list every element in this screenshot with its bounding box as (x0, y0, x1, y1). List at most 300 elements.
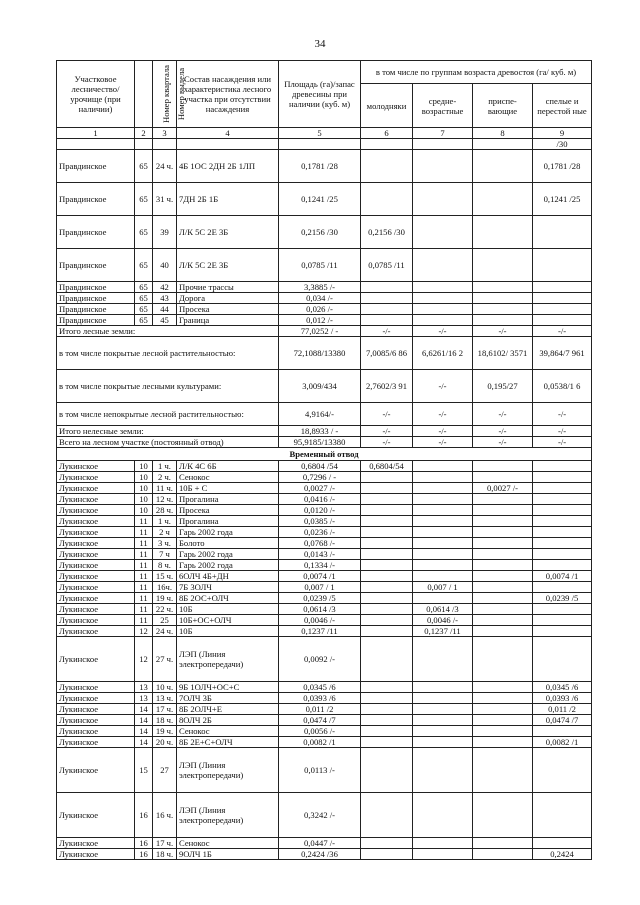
cell-4: Прогалина (177, 516, 279, 527)
cell-3: 3 ч. (153, 538, 177, 549)
cell-8 (473, 849, 533, 860)
cell-9: 0,0474 /7 (533, 715, 592, 726)
table-row (57, 582, 592, 593)
cell-5: 0,0239 /5 (279, 593, 361, 604)
column-numbers-row (57, 128, 592, 139)
cell-5: 0,1237 /11 (279, 626, 361, 637)
cell-7: 0,0046 /- (413, 615, 473, 626)
table-row (57, 505, 592, 516)
total-value: 7,0085/6 86 (361, 337, 413, 370)
cell-4: 4Б 1ОС 2ДН 2Б 1ЛП (177, 150, 279, 183)
cell-3: 12 ч. (153, 494, 177, 505)
total-value: -/- (413, 437, 473, 448)
cell-1: Правдинское (57, 249, 135, 282)
cell-9: 0,0393 /6 (533, 693, 592, 704)
column-number: 1 (57, 128, 135, 139)
cell-8 (473, 582, 533, 593)
cell-6: 0,2156 /30 (361, 216, 413, 249)
cell-7 (413, 216, 473, 249)
header-plot: Номер выдела (153, 61, 177, 128)
total-value: 4,9164/- (279, 403, 361, 426)
table-row (57, 516, 592, 527)
cell-2: 65 (135, 183, 153, 216)
cell-3: 27 ч. (153, 637, 177, 682)
cell-3: 20 ч. (153, 737, 177, 748)
cell-9 (533, 615, 592, 626)
cell-2: 65 (135, 293, 153, 304)
table-row (57, 615, 592, 626)
cell-2: 16 (135, 793, 153, 838)
cell-1: Лукинское (57, 737, 135, 748)
cell-9 (533, 293, 592, 304)
total-value: -/- (473, 326, 533, 337)
cell-2: 13 (135, 682, 153, 693)
total-value: 6,6261/16 2 (413, 337, 473, 370)
cell-5: 0,2424 /36 (279, 849, 361, 860)
cell-1: Лукинское (57, 494, 135, 505)
column-number: 3 (153, 128, 177, 139)
cell-5: 0,0447 /- (279, 838, 361, 849)
cell-6 (361, 637, 413, 682)
cell-3: 24 ч. (153, 626, 177, 637)
total-row (57, 370, 592, 403)
cell-4: Л/К 5С 2Е 3Б (177, 216, 279, 249)
cell-4: Просека (177, 505, 279, 516)
cell-3: 17 ч. (153, 838, 177, 849)
cell-7 (413, 593, 473, 604)
cell-3: 28 ч. (153, 505, 177, 516)
cell-5: 0,0345 /6 (279, 682, 361, 693)
cell-9 (533, 527, 592, 538)
cell-9 (533, 604, 592, 615)
cell-3: 22 ч. (153, 604, 177, 615)
total-value: -/- (361, 426, 413, 437)
cell-1: Лукинское (57, 838, 135, 849)
header-forestry: Участковое лесничество/ урочище (при наличии) (57, 61, 135, 128)
cell-8 (473, 505, 533, 516)
cell-1: Правдинское (57, 183, 135, 216)
cell-2: 11 (135, 604, 153, 615)
cell-8 (473, 615, 533, 626)
column-number: 2 (135, 128, 153, 139)
section-row (57, 448, 592, 461)
cell-8: 0,0027 /- (473, 483, 533, 494)
total-value: -/- (413, 403, 473, 426)
cell-7 (413, 527, 473, 538)
total-value: 3,009/434 (279, 370, 361, 403)
cell-8 (473, 494, 533, 505)
cell-2: 10 (135, 472, 153, 483)
cell-5: 0,6804 /54 (279, 461, 361, 472)
cell-5: 0,034 /- (279, 293, 361, 304)
cell-4: 10Б (177, 604, 279, 615)
total-row (57, 337, 592, 370)
cell-7: 0,1237 /11 (413, 626, 473, 637)
cell-9 (533, 249, 592, 282)
cell-8 (473, 516, 533, 527)
cell-8 (473, 737, 533, 748)
cell-8 (473, 549, 533, 560)
cell-8 (473, 704, 533, 715)
cell-4: 8Б 2Е+С+ОЛЧ (177, 737, 279, 748)
cell-4: Гарь 2002 года (177, 527, 279, 538)
cell-5: 0,0614 /3 (279, 604, 361, 615)
cell-2: 10 (135, 461, 153, 472)
cell-6 (361, 593, 413, 604)
cell-7 (413, 682, 473, 693)
cell-3: 2 ч (153, 527, 177, 538)
cell-8 (473, 527, 533, 538)
cell-4: 10Б (177, 626, 279, 637)
cell-4: Просека (177, 304, 279, 315)
cell-7 (413, 560, 473, 571)
total-value: -/- (533, 426, 592, 437)
cell-5: 0,0046 /- (279, 615, 361, 626)
total-label: в том числе покрытые лесными культурами: (57, 370, 279, 403)
cell-4: 9ОЛЧ 1Б (177, 849, 279, 860)
cell-7 (413, 304, 473, 315)
cell-3: 8 ч. (153, 560, 177, 571)
cell-8 (473, 604, 533, 615)
table-row (57, 726, 592, 737)
cell-9 (533, 838, 592, 849)
cell-6 (361, 282, 413, 293)
cell-9 (533, 304, 592, 315)
table-row (57, 150, 592, 183)
total-value: 77,0252 / - (279, 326, 361, 337)
cell-2: 11 (135, 516, 153, 527)
cell-9 (533, 549, 592, 560)
cell-2: 65 (135, 315, 153, 326)
cell-1: Лукинское (57, 615, 135, 626)
header-mature: спелые и перестой ные (533, 84, 592, 128)
table-row (57, 293, 592, 304)
cell-8 (473, 249, 533, 282)
cell-7 (413, 549, 473, 560)
cell-4: ЛЭП (Линия электропередачи) (177, 748, 279, 793)
cell-8 (473, 461, 533, 472)
cell-2: 11 (135, 527, 153, 538)
cell-5: 0,0785 /11 (279, 249, 361, 282)
table-row (57, 748, 592, 793)
total-value: -/- (413, 326, 473, 337)
total-value: 39,864/7 961 (533, 337, 592, 370)
cell-4: 8Б 2ОС+ОЛЧ (177, 593, 279, 604)
cell-3: 10 ч. (153, 682, 177, 693)
total-row (57, 426, 592, 437)
cell-1: Лукинское (57, 516, 135, 527)
cell-3: 45 (153, 315, 177, 326)
cell-1: Лукинское (57, 538, 135, 549)
table-row (57, 604, 592, 615)
cell-7 (413, 849, 473, 860)
column-number: 8 (473, 128, 533, 139)
cell-8 (473, 315, 533, 326)
cell-2: 11 (135, 582, 153, 593)
cell-3: 19 ч. (153, 726, 177, 737)
cell-7 (413, 516, 473, 527)
table-row (57, 527, 592, 538)
cell-2: 65 (135, 282, 153, 293)
cell-4: Л/К 5С 2Е 3Б (177, 249, 279, 282)
cell-6 (361, 293, 413, 304)
cell-1: Лукинское (57, 849, 135, 860)
cell-1: Лукинское (57, 704, 135, 715)
table-row (57, 549, 592, 560)
cell-8 (473, 150, 533, 183)
cell-1: Лукинское (57, 483, 135, 494)
total-value: -/- (361, 437, 413, 448)
cell-1: Правдинское (57, 315, 135, 326)
cell-4: 8Б 2ОЛЧ+Е (177, 704, 279, 715)
cell-5: 0,0393 /6 (279, 693, 361, 704)
table-row (57, 737, 592, 748)
cell-6 (361, 304, 413, 315)
cell-9 (533, 494, 592, 505)
cell-5: 0,0236 /- (279, 527, 361, 538)
cell-4: Граница (177, 315, 279, 326)
cell-5: 0,1334 /- (279, 560, 361, 571)
cell-6 (361, 715, 413, 726)
cell-1: Правдинское (57, 293, 135, 304)
continuation-row (57, 139, 592, 150)
table-row (57, 483, 592, 494)
cell-9 (533, 582, 592, 593)
cell-7 (413, 726, 473, 737)
cell-2: 11 (135, 571, 153, 582)
cell-2: 11 (135, 560, 153, 571)
total-value: -/- (533, 437, 592, 448)
total-label: Всего на лесном участке (постоянный отвод) (57, 437, 279, 448)
cell-1: Лукинское (57, 604, 135, 615)
forest-inventory-table (56, 60, 592, 860)
cell-6 (361, 682, 413, 693)
cell-6 (361, 582, 413, 593)
cell-6 (361, 737, 413, 748)
cell-8 (473, 715, 533, 726)
table-row (57, 593, 592, 604)
cell-1: Лукинское (57, 472, 135, 483)
cell-2: 10 (135, 505, 153, 516)
table-row (57, 183, 592, 216)
cell-5: 0,007 / 1 (279, 582, 361, 593)
cell-8 (473, 637, 533, 682)
cell-4: Сенокос (177, 726, 279, 737)
cell-7 (413, 704, 473, 715)
cell-3: 1 ч. (153, 461, 177, 472)
cell-4: 7Б 3ОЛЧ (177, 582, 279, 593)
cell-3: 18 ч. (153, 715, 177, 726)
cell-3: 42 (153, 282, 177, 293)
table-row (57, 626, 592, 637)
cell-6 (361, 472, 413, 483)
cell-7 (413, 315, 473, 326)
cell-2: 14 (135, 737, 153, 748)
cell-8 (473, 538, 533, 549)
cell-8 (473, 793, 533, 838)
cell-9 (533, 748, 592, 793)
cell-5: 0,0092 /- (279, 637, 361, 682)
cell-7 (413, 748, 473, 793)
header-age-groups: в том числе по группам возраста древостоя (га/ куб. м) (361, 61, 592, 84)
cell-1: Лукинское (57, 571, 135, 582)
total-row (57, 326, 592, 337)
cell-5: 0,026 /- (279, 304, 361, 315)
cell-7 (413, 461, 473, 472)
total-value: -/- (473, 403, 533, 426)
continuation-cell: /30 (533, 139, 592, 150)
cell-5: 0,1241 /25 (279, 183, 361, 216)
cell-7 (413, 693, 473, 704)
cell-8 (473, 472, 533, 483)
cell-9 (533, 461, 592, 472)
header-maturing: приспе-вающие (473, 84, 533, 128)
total-value: 2,7602/3 91 (361, 370, 413, 403)
cell-2: 14 (135, 715, 153, 726)
table-row (57, 571, 592, 582)
cell-2: 11 (135, 538, 153, 549)
cell-1: Лукинское (57, 549, 135, 560)
cell-3: 17 ч. (153, 704, 177, 715)
cell-6 (361, 150, 413, 183)
cell-7 (413, 282, 473, 293)
total-value: -/- (361, 326, 413, 337)
cell-4: Л/К 4С 6Б (177, 461, 279, 472)
cell-8 (473, 293, 533, 304)
cell-7 (413, 472, 473, 483)
cell-6 (361, 626, 413, 637)
total-label: в том числе покрытые лесной растительностью: (57, 337, 279, 370)
cell-9 (533, 472, 592, 483)
cell-1: Лукинское (57, 748, 135, 793)
cell-4: Дорога (177, 293, 279, 304)
table-row (57, 849, 592, 860)
cell-9: 0,2424 (533, 849, 592, 860)
table-row (57, 838, 592, 849)
cell-8 (473, 304, 533, 315)
cell-2: 14 (135, 704, 153, 715)
total-value: -/- (473, 426, 533, 437)
table-row (57, 637, 592, 682)
cell-1: Правдинское (57, 216, 135, 249)
cell-7 (413, 715, 473, 726)
cell-3: 7 ч (153, 549, 177, 560)
cell-6 (361, 615, 413, 626)
cell-9: 0,0345 /6 (533, 682, 592, 693)
cell-2: 65 (135, 304, 153, 315)
cell-1: Правдинское (57, 304, 135, 315)
cell-4: Сенокос (177, 472, 279, 483)
total-row (57, 437, 592, 448)
cell-2: 11 (135, 615, 153, 626)
cell-5: 0,0056 /- (279, 726, 361, 737)
cell-7 (413, 249, 473, 282)
cell-3: 44 (153, 304, 177, 315)
cell-4: 10Б + С (177, 483, 279, 494)
cell-1: Лукинское (57, 527, 135, 538)
total-value: 72,1088/13380 (279, 337, 361, 370)
table-row (57, 216, 592, 249)
cell-1: Лукинское (57, 793, 135, 838)
cell-6 (361, 505, 413, 516)
cell-7 (413, 571, 473, 582)
cell-9 (533, 626, 592, 637)
cell-1: Лукинское (57, 505, 135, 516)
header-young: молодняки (361, 84, 413, 128)
cell-4: 7ОЛЧ 3Б (177, 693, 279, 704)
cell-1: Лукинское (57, 626, 135, 637)
cell-8 (473, 593, 533, 604)
cell-2: 12 (135, 637, 153, 682)
cell-3: 11 ч. (153, 483, 177, 494)
cell-9 (533, 516, 592, 527)
cell-5: 0,2156 /30 (279, 216, 361, 249)
cell-8 (473, 838, 533, 849)
cell-6 (361, 748, 413, 793)
cell-7 (413, 150, 473, 183)
cell-4: Прогалина (177, 494, 279, 505)
cell-5: 0,0113 /- (279, 748, 361, 793)
cell-9 (533, 315, 592, 326)
table-row (57, 494, 592, 505)
cell-1: Лукинское (57, 693, 135, 704)
cell-5: 0,0474 /7 (279, 715, 361, 726)
cell-2: 10 (135, 494, 153, 505)
cell-5: 0,1781 /28 (279, 150, 361, 183)
cell-9 (533, 793, 592, 838)
table-row (57, 682, 592, 693)
cell-6 (361, 183, 413, 216)
cell-5: 0,3242 /- (279, 793, 361, 838)
table-row (57, 560, 592, 571)
cell-2: 15 (135, 748, 153, 793)
cell-8 (473, 560, 533, 571)
cell-5: 0,011 /2 (279, 704, 361, 715)
cell-7 (413, 793, 473, 838)
cell-8 (473, 626, 533, 637)
cell-9 (533, 216, 592, 249)
cell-3: 40 (153, 249, 177, 282)
total-value: -/- (473, 437, 533, 448)
cell-4: Сенокос (177, 838, 279, 849)
cell-5: 0,012 /- (279, 315, 361, 326)
cell-4: 7ДН 2Б 1Б (177, 183, 279, 216)
cell-4: 10Б+ОС+ОЛЧ (177, 615, 279, 626)
table-row (57, 538, 592, 549)
cell-9 (533, 505, 592, 516)
cell-9 (533, 538, 592, 549)
cell-2: 13 (135, 693, 153, 704)
cell-6: 0,0785 /11 (361, 249, 413, 282)
cell-5: 0,0074 /1 (279, 571, 361, 582)
cell-7 (413, 183, 473, 216)
table-row (57, 461, 592, 472)
cell-1: Лукинское (57, 560, 135, 571)
cell-9: 0,0239 /5 (533, 593, 592, 604)
cell-5: 3,3885 /- (279, 282, 361, 293)
cell-5: 0,0416 /- (279, 494, 361, 505)
table-row (57, 249, 592, 282)
cell-6 (361, 527, 413, 538)
cell-4: Гарь 2002 года (177, 549, 279, 560)
cell-1: Правдинское (57, 282, 135, 293)
cell-7: 0,0614 /3 (413, 604, 473, 615)
cell-3: 2 ч. (153, 472, 177, 483)
cell-6 (361, 516, 413, 527)
cell-7 (413, 494, 473, 505)
cell-4: ЛЭП (Линия электропередачи) (177, 793, 279, 838)
cell-1: Лукинское (57, 461, 135, 472)
